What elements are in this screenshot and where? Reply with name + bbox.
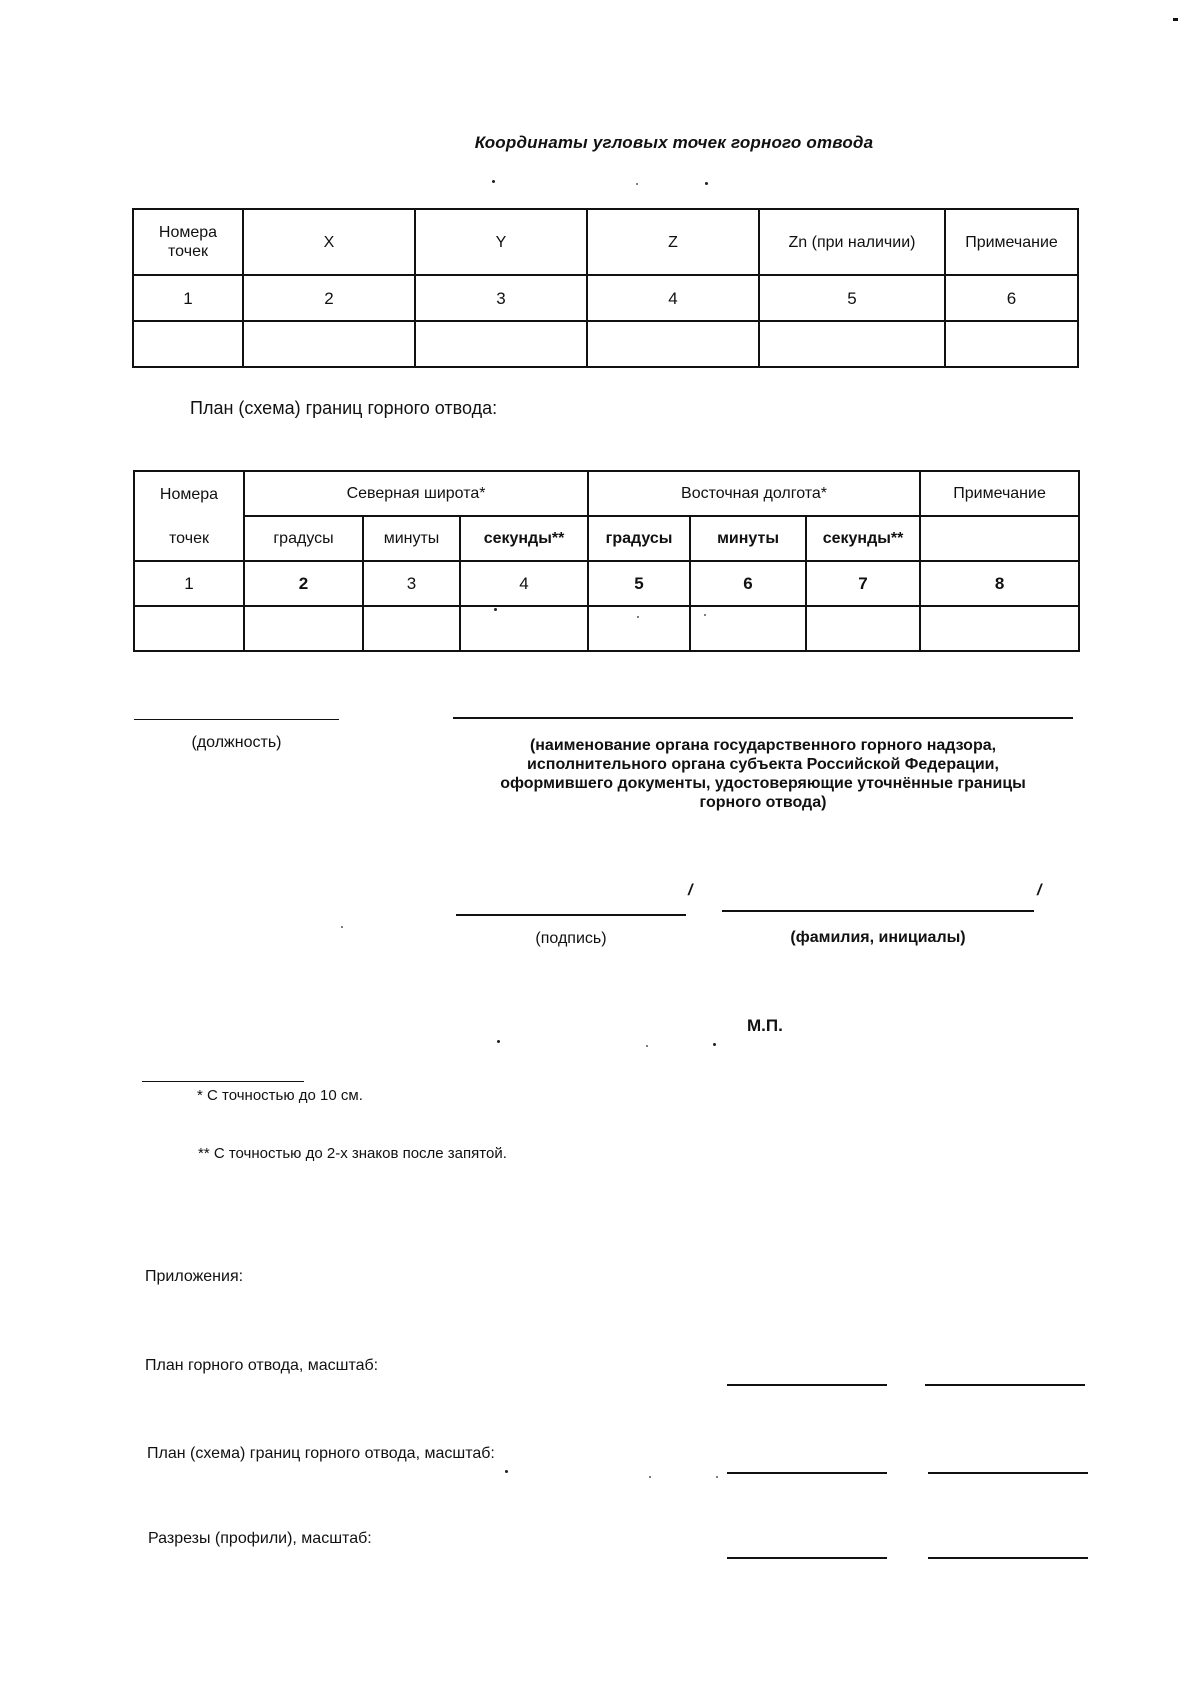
table-cell[interactable] — [759, 321, 945, 367]
subheader-cell: минуты — [690, 516, 806, 561]
header-cell: Zn (при наличии) — [759, 209, 945, 275]
column-number: 3 — [415, 275, 587, 321]
corner-mark — [1173, 18, 1178, 21]
name-caption: (фамилия, инициалы) — [790, 929, 966, 946]
scan-speck — [505, 1470, 508, 1473]
stamp-label: М.П. — [747, 1016, 783, 1035]
authority-caption-line: (наименование органа государственного горного надзора, — [529, 737, 997, 754]
column-number: 5 — [759, 275, 945, 321]
column-number: 4 — [587, 275, 759, 321]
footnote-2: ** С точностью до 2-х знаков после запятой. — [198, 1145, 507, 1162]
column-number: 3 — [363, 561, 460, 606]
authority-line[interactable] — [453, 717, 1073, 719]
table-cell[interactable] — [134, 606, 244, 651]
position-caption: (должность) — [191, 734, 282, 751]
table-row — [134, 561, 1079, 606]
column-number: 2 — [243, 275, 415, 321]
table-cell[interactable] — [244, 606, 363, 651]
scan-speck — [636, 183, 638, 185]
subheader-cell: градусы — [244, 516, 363, 561]
header-cell: точек — [134, 516, 244, 561]
table-row — [134, 606, 1079, 651]
column-number: 6 — [945, 275, 1078, 321]
column-number: 1 — [134, 561, 244, 606]
subheader-cell — [920, 516, 1079, 561]
table-cell[interactable] — [363, 606, 460, 651]
subheader-cell: секунды** — [460, 516, 588, 561]
column-number: 5 — [588, 561, 690, 606]
header-cell: Y — [415, 209, 587, 275]
column-number: 1 — [133, 275, 243, 321]
column-number: 2 — [244, 561, 363, 606]
subheader-cell: градусы — [588, 516, 690, 561]
scan-speck — [716, 1476, 718, 1478]
footnote-separator — [142, 1081, 304, 1082]
appendix-item: План горного отвода, масштаб: — [145, 1357, 379, 1374]
plan-label: План (схема) границ горного отвода: — [190, 398, 498, 418]
scale-line[interactable] — [925, 1384, 1085, 1386]
scale-line[interactable] — [727, 1472, 887, 1474]
header-cell: Восточная долгота* — [588, 471, 920, 516]
header-cell: Номера точек — [133, 209, 243, 275]
geographic-coordinates-table — [133, 470, 1080, 652]
appendix-item: План (схема) границ горного отвода, масштаб: — [147, 1445, 495, 1462]
slash-separator: / — [688, 882, 693, 899]
header-cell: Номера — [134, 471, 244, 516]
scale-line[interactable] — [928, 1472, 1088, 1474]
scan-speck — [649, 1476, 651, 1478]
header-cell: Северная широта* — [244, 471, 588, 516]
table-row — [133, 321, 1078, 367]
signature-line[interactable] — [456, 914, 686, 916]
authority-caption-line: исполнительного органа субъекта Российской Федерации, — [527, 756, 999, 773]
page-title: Координаты угловых точек горного отвода — [474, 133, 874, 152]
scan-speck — [646, 1045, 648, 1047]
table-cell[interactable] — [243, 321, 415, 367]
column-number: 7 — [806, 561, 920, 606]
header-cell: Z — [587, 209, 759, 275]
table-cell[interactable] — [133, 321, 243, 367]
scan-speck — [705, 182, 708, 185]
scan-speck — [492, 180, 495, 183]
slash-separator: / — [1037, 882, 1042, 899]
column-number: 6 — [690, 561, 806, 606]
scale-line[interactable] — [928, 1557, 1088, 1559]
subheader-cell: секунды** — [806, 516, 920, 561]
table-row — [133, 275, 1078, 321]
scan-speck — [713, 1043, 716, 1046]
footnote-1: * С точностью до 10 см. — [197, 1087, 363, 1104]
scan-speck — [497, 1040, 500, 1043]
subheader-cell: минуты — [363, 516, 460, 561]
header-cell: X — [243, 209, 415, 275]
name-line[interactable] — [722, 910, 1034, 912]
header-cell: Примечание — [920, 471, 1079, 516]
table-subheader-row — [134, 516, 1079, 561]
table-cell[interactable] — [806, 606, 920, 651]
authority-caption-line: оформившего документы, удостоверяющие уточнённые границы — [500, 775, 1026, 792]
appendix-item: Разрезы (профили), масштаб: — [148, 1530, 372, 1547]
header-cell: Примечание — [945, 209, 1078, 275]
table-cell[interactable] — [588, 606, 690, 651]
table-cell[interactable] — [587, 321, 759, 367]
scale-line[interactable] — [727, 1384, 887, 1386]
authority-caption — [453, 736, 1073, 812]
table-cell[interactable] — [460, 606, 588, 651]
table-header-row — [134, 471, 1079, 516]
table-cell[interactable] — [690, 606, 806, 651]
table-cell[interactable] — [920, 606, 1079, 651]
table-header-row — [133, 209, 1078, 275]
appendix-heading: Приложения: — [145, 1268, 244, 1285]
scan-speck — [494, 608, 497, 611]
position-line[interactable] — [134, 719, 339, 720]
scan-speck — [637, 616, 639, 618]
signature-caption: (подпись) — [535, 930, 607, 947]
scale-line[interactable] — [727, 1557, 887, 1559]
scan-speck — [341, 926, 343, 928]
authority-caption-line: горного отвода) — [699, 794, 827, 811]
column-number: 4 — [460, 561, 588, 606]
column-number: 8 — [920, 561, 1079, 606]
coordinates-table — [132, 208, 1079, 368]
scan-speck — [704, 614, 706, 616]
table-cell[interactable] — [945, 321, 1078, 367]
table-cell[interactable] — [415, 321, 587, 367]
